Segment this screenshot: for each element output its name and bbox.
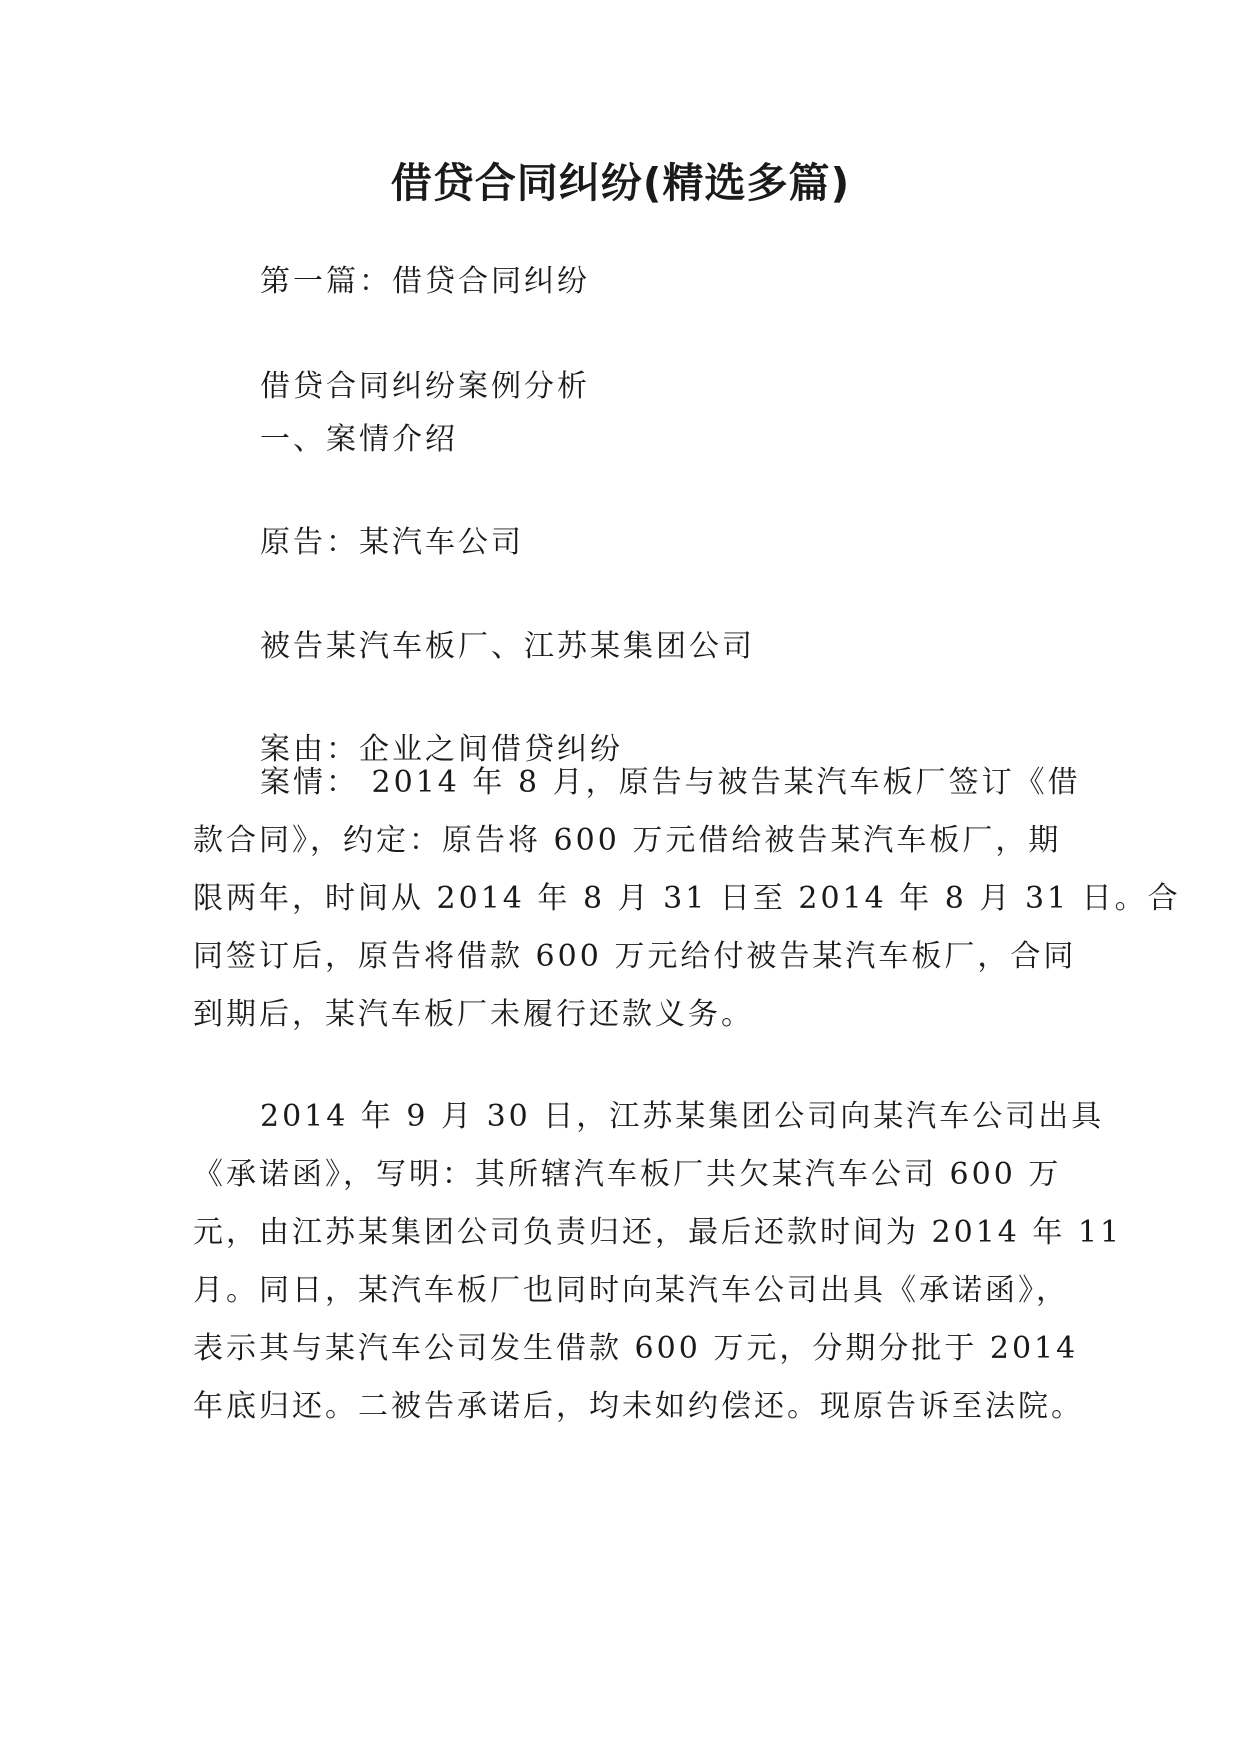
facts-paragraph-2 <box>193 1088 1123 1436</box>
section-heading: 第一篇：借贷合同纠纷 <box>260 264 590 299</box>
paragraph-line: 元，由江苏某集团公司负责归还，最后还款时间为 2014 年 11 <box>193 1215 1123 1250</box>
cause-line: 案由：企业之间借贷纠纷 <box>260 732 623 767</box>
defendants-line: 被告某汽车板厂、江苏某集团公司 <box>260 629 755 664</box>
paragraph-line: 款合同》，约定：原告将 600 万元借给被告某汽车板厂，期 <box>193 823 1062 858</box>
part-one-heading: 一、案情介绍 <box>260 422 458 457</box>
paragraph-line: 到期后，某汽车板厂未履行还款义务。 <box>193 997 754 1032</box>
document-title: 借贷合同纠纷(精选多篇) <box>390 159 851 207</box>
paragraph-line: 月。同日，某汽车板厂也同时向某汽车公司出具《承诺函》， <box>193 1273 1069 1308</box>
plaintiff-line: 原告：某汽车公司 <box>260 525 524 560</box>
paragraph-line: 《承诺函》，写明：其所辖汽车板厂共欠某汽车公司 600 万 <box>193 1157 1062 1192</box>
paragraph-line: 表示其与某汽车公司发生借款 600 万元，分期分批于 2014 <box>193 1331 1079 1366</box>
paragraph-line: 年底归还。二被告承诺后，均未如约偿还。现原告诉至法院。 <box>193 1389 1084 1424</box>
paragraph-line: 案情： 2014 年 8 月，原告与被告某汽车板厂签订《借 <box>260 765 1081 800</box>
paragraph-line: 限两年，时间从 2014 年 8 月 31 日至 2014 年 8 月 31 日。合 <box>193 881 1181 916</box>
case-title: 借贷合同纠纷案例分析 <box>260 369 590 404</box>
paragraph-line: 2014 年 9 月 30 日，江苏某集团公司向某汽车公司出具 <box>260 1099 1105 1134</box>
facts-paragraph-1 <box>193 754 1181 1044</box>
paragraph-line: 同签订后，原告将借款 600 万元给付被告某汽车板厂，合同 <box>193 939 1077 974</box>
